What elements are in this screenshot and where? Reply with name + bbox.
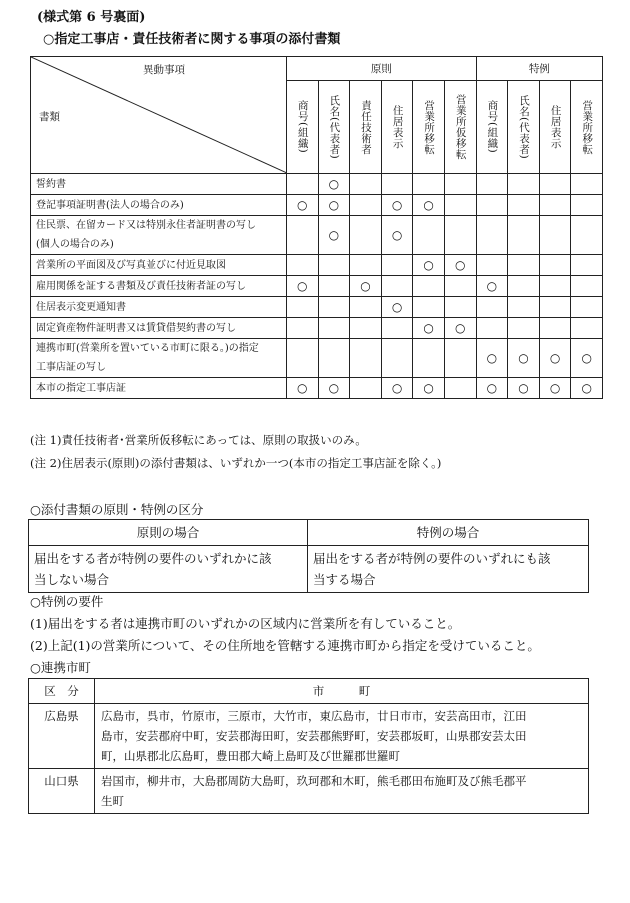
mark-cell — [539, 318, 571, 339]
header-principle: 原則の場合 — [29, 520, 308, 546]
document-name-line: 工事店証の写し — [36, 362, 106, 373]
column-header-label: 住居表示 — [549, 105, 562, 149]
document-name — [31, 339, 287, 378]
mark-cell — [539, 216, 571, 255]
document-name — [31, 174, 287, 195]
column-header — [539, 81, 571, 174]
document-name-line: 固定資産物件証明書又は賃貸借契約書の写し — [36, 322, 236, 334]
mark-cell — [444, 339, 476, 378]
mark-cell — [508, 255, 540, 276]
mark-cell — [350, 255, 382, 276]
main-title: ○指定工事店・責任技術者に関する事項の添付書類 — [43, 32, 341, 47]
mark-cell — [571, 195, 603, 216]
mark-cell — [476, 216, 508, 255]
table-row — [31, 216, 603, 255]
mark-cell: ○ — [413, 255, 445, 276]
mark-cell: ○ — [508, 378, 540, 399]
mark-cell: ○ — [476, 276, 508, 297]
principle-cell — [29, 546, 308, 593]
mark-cell — [539, 174, 571, 195]
document-name — [31, 318, 287, 339]
pref-hiroshima: 広島県 — [29, 704, 95, 769]
mark-cell — [350, 297, 382, 318]
mark-cell: ○ — [287, 378, 319, 399]
mark-cell — [539, 276, 571, 297]
mark-cell — [413, 174, 445, 195]
mark-cell — [571, 216, 603, 255]
mark-cell: ○ — [381, 378, 413, 399]
mark-cell — [508, 318, 540, 339]
mark-cell: ○ — [287, 276, 319, 297]
column-header — [350, 81, 382, 174]
mark-cell: ○ — [571, 378, 603, 399]
column-header — [413, 81, 445, 174]
mark-cell — [350, 378, 382, 399]
document-name-line: 住居表示変更通知書 — [36, 301, 126, 313]
mark-cell: ○ — [381, 297, 413, 318]
mark-cell — [381, 318, 413, 339]
mark-cell: ○ — [476, 378, 508, 399]
mark-cell: ○ — [381, 216, 413, 255]
principle-line: 届出をする者が特例の要件のいずれかに該 — [34, 551, 272, 566]
corner-top-label: 異動事項 — [143, 64, 185, 76]
mark-cell — [413, 216, 445, 255]
group-special: 特例 — [476, 57, 602, 81]
pref-yamaguchi: 山口県 — [29, 769, 95, 814]
mark-cell — [539, 297, 571, 318]
section2-title: ○添付書類の原則・特例の区分 — [30, 502, 204, 517]
column-header-label: 商号(組織) — [296, 100, 309, 154]
column-header — [444, 81, 476, 174]
mark-cell — [381, 339, 413, 378]
mark-cell: ○ — [539, 339, 571, 378]
mark-cell — [444, 297, 476, 318]
document-name — [31, 216, 287, 255]
mark-cell — [318, 297, 350, 318]
document-name — [31, 297, 287, 318]
mark-cell — [444, 276, 476, 297]
table-row — [31, 318, 603, 339]
mark-cell — [571, 318, 603, 339]
mark-cell: ○ — [381, 195, 413, 216]
column-header-label: 氏名(代表者) — [328, 94, 341, 160]
cities-line: 島市，安芸郡府中町，安芸郡海田町，安芸郡熊野町，安芸郡坂町，山県郡安芸太田 — [101, 729, 527, 743]
mark-cell — [287, 216, 319, 255]
mark-cell — [287, 297, 319, 318]
mark-cell — [287, 318, 319, 339]
section3-title: ○特例の要件 — [30, 594, 104, 609]
mark-cell: ○ — [571, 339, 603, 378]
column-header — [476, 81, 508, 174]
column-header — [287, 81, 319, 174]
mark-cell — [508, 216, 540, 255]
requirement-1: (1)届出をする者は連携市町のいずれかの区域内に営業所を有していること。 — [30, 616, 461, 631]
mark-cell: ○ — [318, 378, 350, 399]
mark-cell — [444, 174, 476, 195]
mark-cell — [381, 174, 413, 195]
mark-cell — [287, 339, 319, 378]
cities-line: 町，山県郡北広島町，豊田郡大崎上島町及び世羅郡世羅町 — [101, 749, 400, 763]
mark-cell — [318, 318, 350, 339]
document-name-line: 登記事項証明書(法人の場合のみ) — [36, 199, 184, 211]
mark-cell — [287, 255, 319, 276]
attachments-table — [30, 56, 603, 399]
mark-cell — [444, 378, 476, 399]
table-row — [31, 276, 603, 297]
section4-title: ○連携市町 — [30, 660, 91, 675]
classification-table — [28, 519, 589, 593]
column-header-label: 営業所移転 — [423, 99, 436, 155]
cities-line: 岩国市，柳井市，大島郡周防大島町，玖珂郡和木町，熊毛郡田布施町及び熊毛郡平 — [101, 774, 527, 788]
table-row — [31, 297, 603, 318]
document-name — [31, 276, 287, 297]
mark-cell: ○ — [508, 339, 540, 378]
mark-cell — [444, 216, 476, 255]
corner-cell — [31, 57, 287, 174]
column-header-label: 営業所仮移転 — [454, 94, 467, 160]
mark-cell — [350, 174, 382, 195]
mark-cell — [508, 195, 540, 216]
mark-cell: ○ — [413, 195, 445, 216]
mark-cell: ○ — [444, 255, 476, 276]
notes — [30, 429, 441, 475]
mark-cell — [571, 174, 603, 195]
mark-cell — [350, 318, 382, 339]
cities-line: 広島市，呉市，竹原市，三原市，大竹市，東広島市，廿日市市，安芸高田市，江田 — [101, 709, 527, 723]
mark-cell: ○ — [318, 216, 350, 255]
column-header — [571, 81, 603, 174]
special-cell — [308, 546, 589, 593]
mark-cell: ○ — [539, 378, 571, 399]
mark-cell — [508, 174, 540, 195]
document-name — [31, 255, 287, 276]
header-special: 特例の場合 — [308, 520, 589, 546]
column-header — [381, 81, 413, 174]
corner-left-label: 書類 — [39, 111, 60, 123]
document-name-line: 誓約書 — [36, 178, 66, 190]
document-name — [31, 195, 287, 216]
group-principle: 原則 — [287, 57, 477, 81]
mark-cell — [476, 174, 508, 195]
column-header-label: 商号(組織) — [486, 100, 499, 154]
cities-yamaguchi — [95, 769, 589, 814]
mark-cell — [508, 276, 540, 297]
mark-cell — [350, 216, 382, 255]
mark-cell — [444, 195, 476, 216]
document-name-line: 雇用関係を証する書類及び責任技術者証の写し — [36, 280, 246, 292]
table-row — [31, 255, 603, 276]
table-row — [31, 339, 603, 378]
principle-line: 当しない場合 — [34, 572, 110, 587]
mark-cell — [476, 195, 508, 216]
header-cities: 市 町 — [95, 679, 589, 704]
column-header-label: 氏名(代表者) — [518, 94, 531, 160]
column-header — [508, 81, 540, 174]
mark-cell: ○ — [413, 318, 445, 339]
column-header — [318, 81, 350, 174]
mark-cell — [413, 276, 445, 297]
mark-cell — [318, 276, 350, 297]
mark-cell — [571, 297, 603, 318]
mark-cell — [318, 255, 350, 276]
form-label: (様式第 6 号裏面) — [37, 10, 146, 25]
mark-cell — [413, 339, 445, 378]
mark-cell: ○ — [476, 339, 508, 378]
requirement-2: (2)上記(1)の営業所について、その住所地を管轄する連携市町から指定を受けていること。 — [30, 638, 540, 653]
note-1: (注 1)責任技術者･営業所仮移転にあっては、原則の取扱いのみ。 — [30, 433, 367, 447]
document-name-line: 営業所の平面図及び写真並びに付近見取図 — [36, 259, 226, 271]
mark-cell — [539, 255, 571, 276]
partner-cities-table — [28, 678, 589, 814]
mark-cell — [476, 255, 508, 276]
mark-cell — [381, 276, 413, 297]
mark-cell: ○ — [318, 174, 350, 195]
cities-hiroshima — [95, 704, 589, 769]
mark-cell: ○ — [350, 276, 382, 297]
header-area: 区 分 — [29, 679, 95, 704]
special-line: 当する場合 — [313, 572, 376, 587]
mark-cell — [287, 174, 319, 195]
table-row — [31, 195, 603, 216]
mark-cell — [413, 297, 445, 318]
mark-cell — [350, 339, 382, 378]
cities-line: 生町 — [101, 794, 124, 808]
mark-cell — [350, 195, 382, 216]
mark-cell — [476, 297, 508, 318]
mark-cell: ○ — [318, 195, 350, 216]
table-row — [31, 378, 603, 399]
column-header-label: 営業所移転 — [581, 99, 594, 155]
mark-cell: ○ — [413, 378, 445, 399]
document-name-line: 住民票、在留カード又は特別永住者証明書の写し — [36, 220, 256, 231]
mark-cell — [318, 339, 350, 378]
table-row — [31, 174, 603, 195]
mark-cell — [571, 255, 603, 276]
column-header-label: 住居表示 — [391, 105, 404, 149]
column-header-label: 責任技術者 — [359, 99, 372, 155]
mark-cell — [381, 255, 413, 276]
document-name — [31, 378, 287, 399]
note-2: (注 2)住居表示(原則)の添付書類は、いずれか一つ(本市の指定工事店証を除く。) — [30, 456, 442, 470]
mark-cell — [539, 195, 571, 216]
mark-cell — [508, 297, 540, 318]
document-name-line: 本市の指定工事店証 — [36, 382, 126, 394]
mark-cell — [476, 318, 508, 339]
document-name-line: 連携市町(営業所を置いている市町に限る。)の指定 — [36, 343, 259, 354]
mark-cell — [571, 276, 603, 297]
document-name-line: (個人の場合のみ) — [36, 239, 114, 250]
special-line: 届出をする者が特例の要件のいずれにも該 — [313, 551, 551, 566]
mark-cell: ○ — [444, 318, 476, 339]
mark-cell: ○ — [287, 195, 319, 216]
